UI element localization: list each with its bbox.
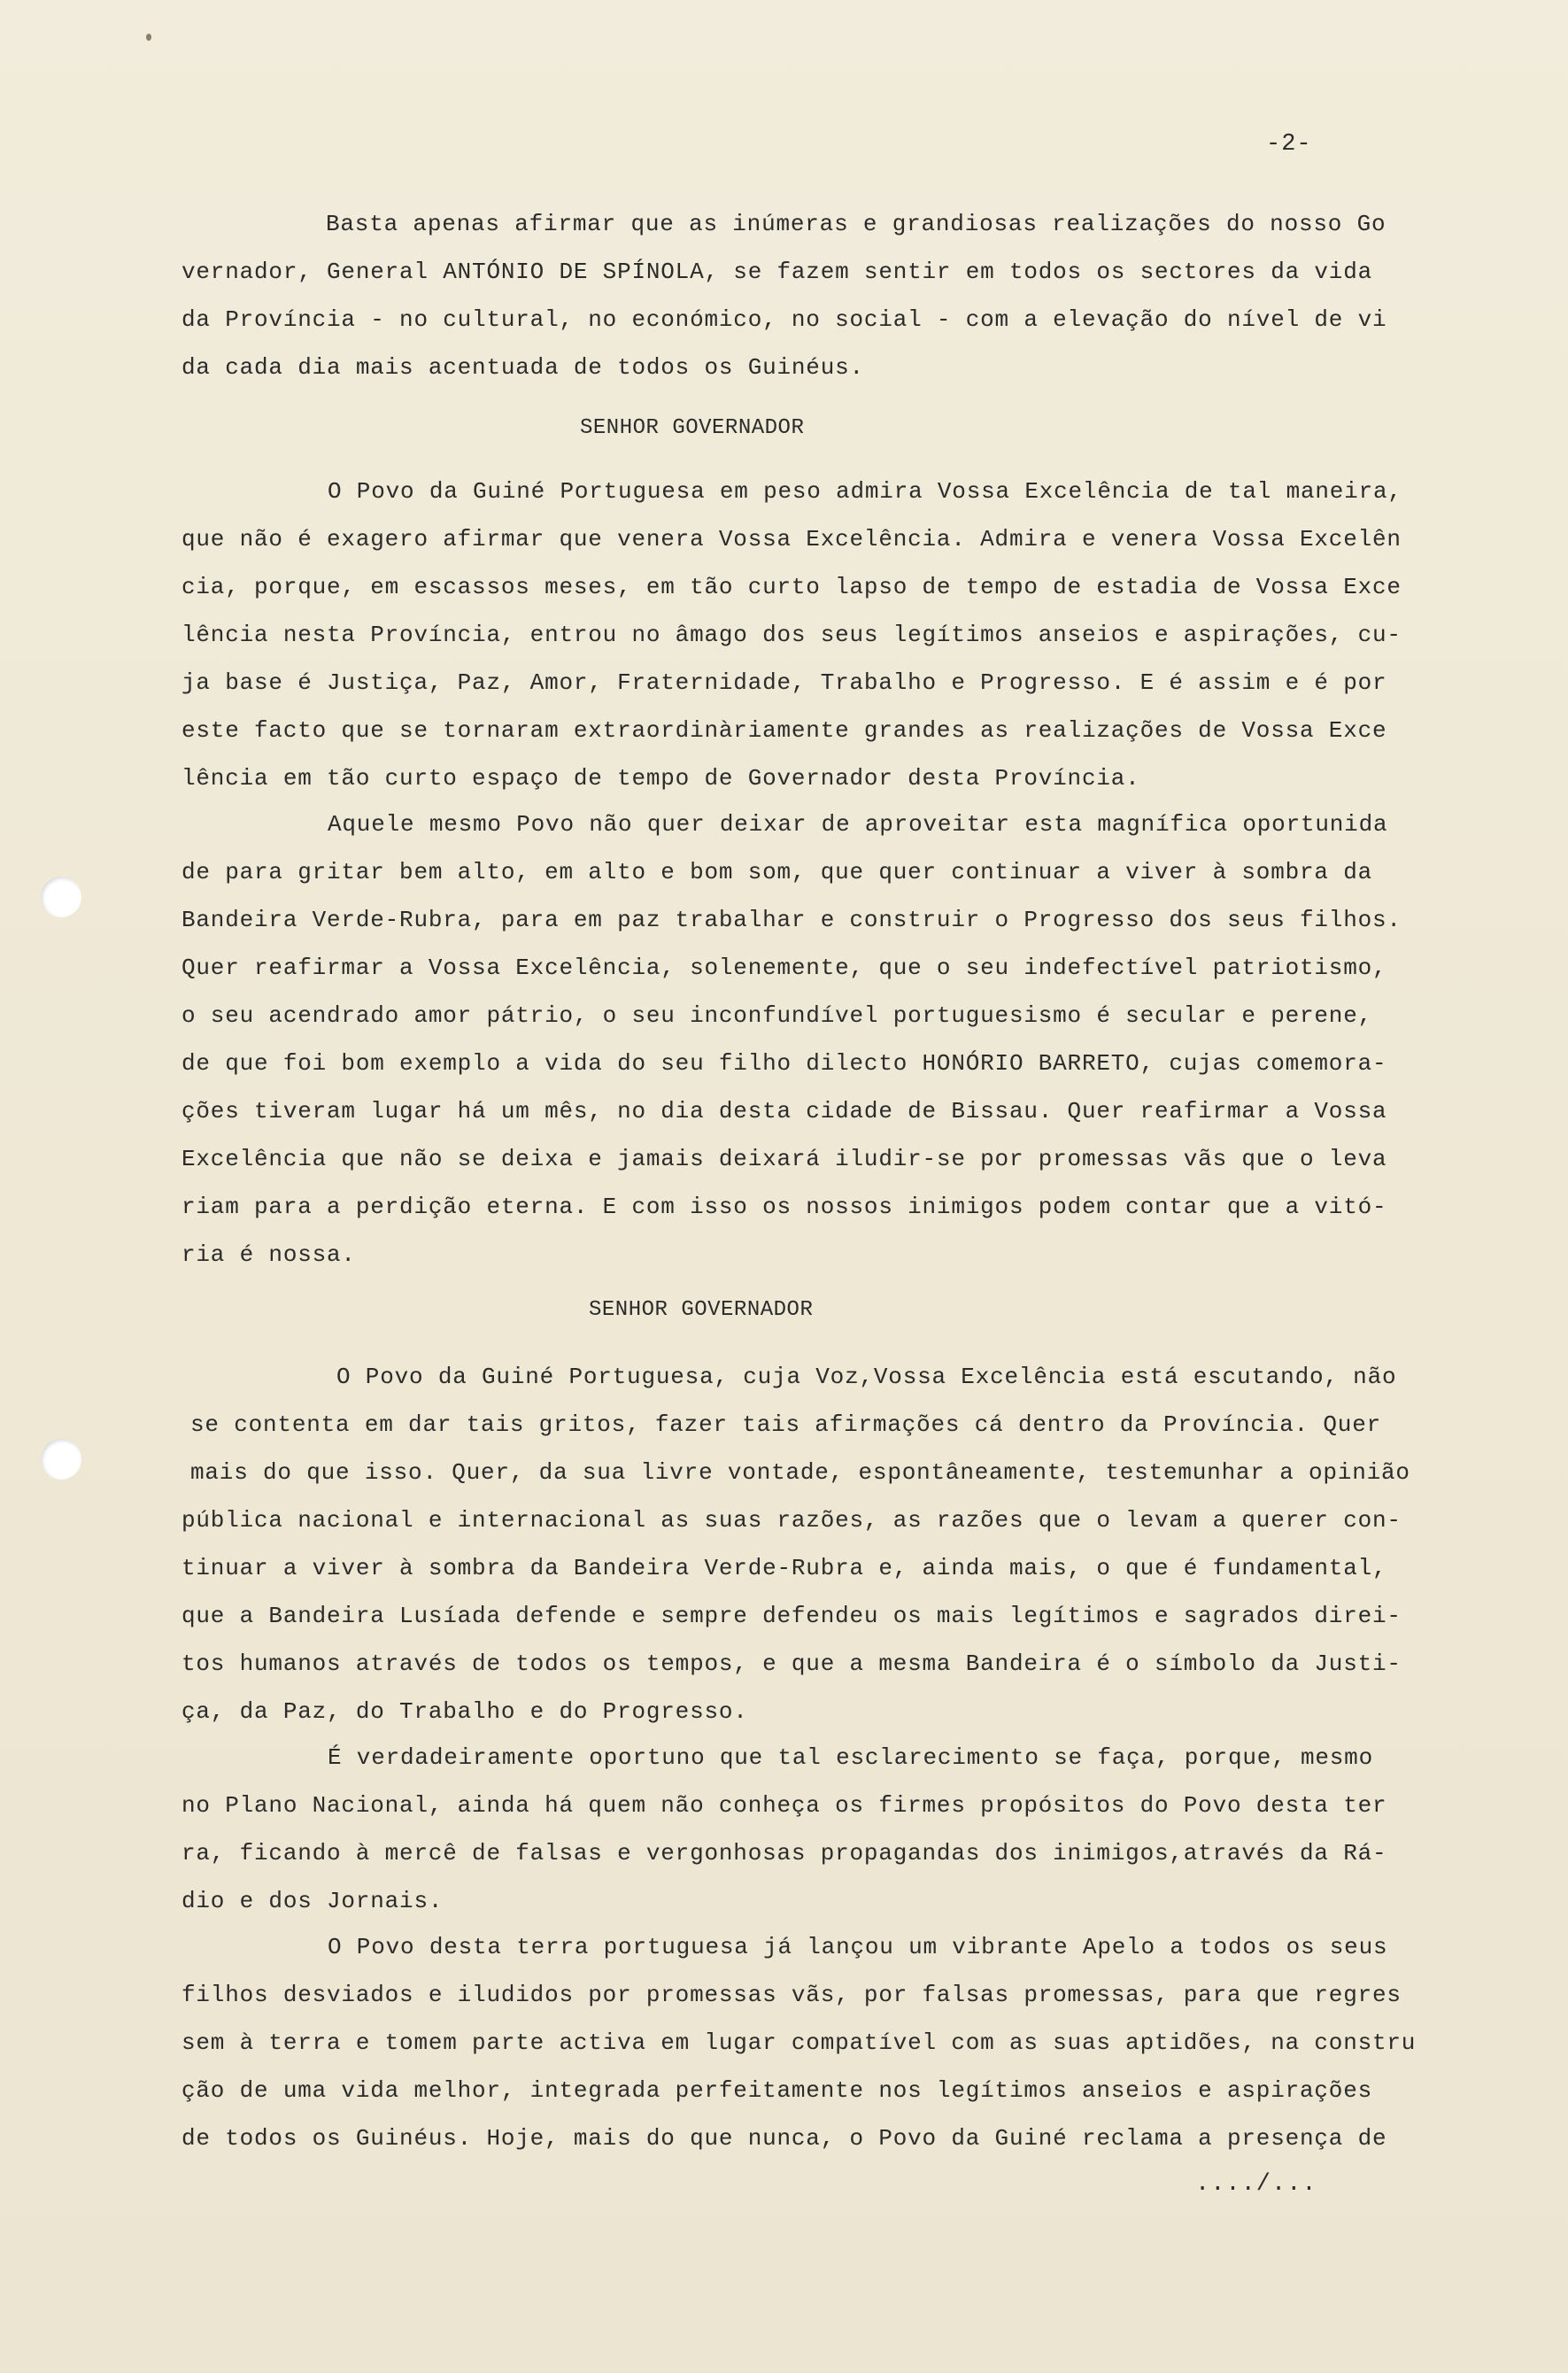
text-line: que não é exagero afirmar que venera Vossa Excelência. Admira e venera Vossa Excelên (182, 526, 1402, 553)
text-line: de todos os Guinéus. Hoje, mais do que nunca, o Povo da Guiné reclama a presença de (182, 2125, 1387, 2152)
text-line: dio e dos Jornais. (182, 1888, 444, 1914)
punch-hole-bottom (41, 1439, 81, 1480)
paper-speck (146, 34, 151, 41)
text-line: no Plano Nacional, ainda há quem não conheça os firmes propósitos do Povo desta ter (182, 1792, 1387, 1819)
text-line: lência nesta Província, entrou no âmago dos seus legítimos anseios e aspirações, cu- (182, 622, 1402, 648)
text-line: mais do que isso. Quer, da sua livre vontade, espontâneamente, testemunhar a opinião (190, 1459, 1410, 1486)
text-line: que a Bandeira Lusíada defende e sempre defendeu os mais legítimos e sagrados direi- (182, 1603, 1402, 1629)
text-line: ria é nossa. (182, 1241, 356, 1268)
text-line: da Província - no cultural, no económico, no social - com a elevação do nível de vi (182, 306, 1387, 333)
text-line: ça, da Paz, do Trabalho e do Progresso. (182, 1698, 748, 1725)
section-heading: SENHOR GOVERNADOR (580, 416, 805, 440)
text-line: tinuar a viver à sombra da Bandeira Verde-Rubra e, ainda mais, o que é fundamental, (182, 1555, 1387, 1581)
text-line: se contenta em dar tais gritos, fazer tais afirmações cá dentro da Província. Quer (190, 1411, 1382, 1438)
text-line: pública nacional e internacional as suas razões, as razões que o levam a querer con- (182, 1507, 1402, 1534)
text-line: filhos desviados e iludidos por promessas vãs, por falsas promessas, para que regres (182, 1982, 1402, 2008)
text-line: da cada dia mais acentuada de todos os Guinéus. (182, 354, 864, 381)
section-heading: SENHOR GOVERNADOR (589, 1298, 814, 1322)
text-line: ra, ficando à mercê de falsas e vergonhosas propagandas dos inimigos,através da Rá- (182, 1840, 1387, 1867)
text-line: ja base é Justiça, Paz, Amor, Fraternidade, Trabalho e Progresso. E é assim e é por (182, 669, 1387, 696)
text-line: O Povo da Guiné Portuguesa em peso admira Vossa Excelência de tal maneira, (328, 478, 1402, 505)
text-line: cia, porque, em escassos meses, em tão curto lapso de tempo de estadia de Vossa Exce (182, 574, 1402, 600)
text-line: É verdadeiramente oportuno que tal esclarecimento se faça, porque, mesmo (328, 1744, 1373, 1771)
text-line: tos humanos através de todos os tempos, e que a mesma Bandeira é o símbolo da Justi- (182, 1650, 1402, 1677)
page-number: -2- (1266, 131, 1312, 158)
text-line: de para gritar bem alto, em alto e bom som, que quer continuar a viver à sombra da (182, 859, 1373, 885)
text-line: sem à terra e tomem parte activa em lugar compatível com as suas aptidões, na constru (182, 2029, 1417, 2056)
text-line: Quer reafirmar a Vossa Excelência, solenemente, que o seu indefectível patriotismo, (182, 955, 1387, 981)
text-line: Excelência que não se deixa e jamais deixará iludir-se por promessas vãs que o leva (182, 1146, 1387, 1172)
text-line: o seu acendrado amor pátrio, o seu inconfundível portuguesismo é secular e perene, (182, 1002, 1373, 1029)
text-line: Basta apenas afirmar que as inúmeras e grandiosas realizações do nosso Go (326, 211, 1386, 237)
text-line: Aquele mesmo Povo não quer deixar de aproveitar esta magnífica oportunida (328, 811, 1388, 838)
punch-hole-top (41, 877, 81, 917)
continuation-marker: ..../... (1195, 2171, 1317, 2198)
text-line: riam para a perdição eterna. E com isso os nossos inimigos podem contar que a vitó- (182, 1194, 1387, 1220)
text-line: vernador, General ANTÓNIO DE SPÍNOLA, se fazem sentir em todos os sectores da vida (182, 259, 1373, 285)
text-line: O Povo desta terra portuguesa já lançou um vibrante Apelo a todos os seus (328, 1934, 1388, 1960)
text-line: O Povo da Guiné Portuguesa, cuja Voz,Vossa Excelência está escutando, não (336, 1364, 1397, 1390)
text-line: este facto que se tornaram extraordinàriamente grandes as realizações de Vossa Exce (182, 717, 1387, 744)
text-line: lência em tão curto espaço de tempo de Governador desta Província. (182, 765, 1140, 792)
text-line: de que foi bom exemplo a vida do seu filho dilecto HONÓRIO BARRETO, cujas comemora- (182, 1050, 1387, 1077)
text-line: Bandeira Verde-Rubra, para em paz trabalhar e construir o Progresso dos seus filhos. (182, 907, 1402, 933)
text-line: ções tiveram lugar há um mês, no dia desta cidade de Bissau. Quer reafirmar a Vossa (182, 1098, 1387, 1125)
text-line: ção de uma vida melhor, integrada perfeitamente nos legítimos anseios e aspirações (182, 2077, 1373, 2104)
